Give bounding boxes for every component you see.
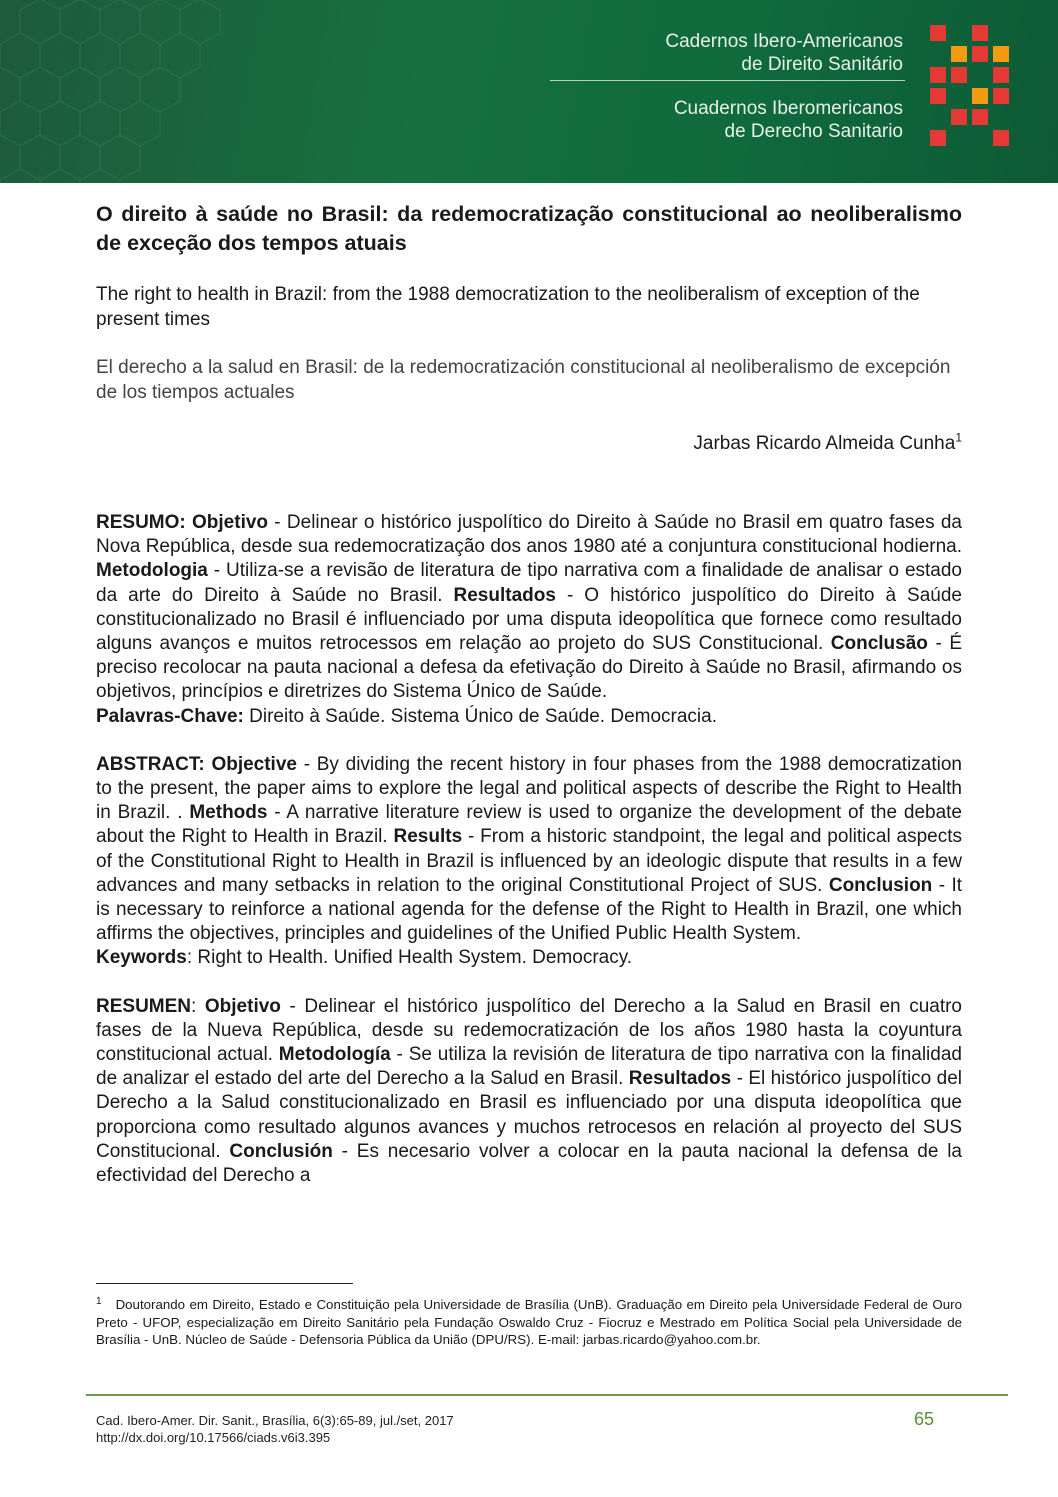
resumo-label: RESUMO: <box>96 512 186 533</box>
abstract-conclusion-label: Conclusion <box>828 874 933 896</box>
abstract-keywords-label: Keywords <box>96 947 187 969</box>
resumen-metodologia-text: - Se utiliza la revisión de literatura de tipo narrativa con la finalidad de analizar el estado del arte del Derecho a la Salud en Brasil. <box>96 1044 962 1090</box>
resumen-conclusion-text: - Es necesario volver a colocar en la pauta nacional la defensa de la efectividad del Derecho a <box>96 1140 962 1187</box>
resumen-objetivo-label: Objetivo <box>204 995 281 1017</box>
resumo-resultados-label: Resultados <box>453 584 556 606</box>
resumen-resultados-label: Resultados <box>628 1068 732 1090</box>
article-title-spanish: El derecho a la salud en Brasil: de la redemocratización constitucional al neoliberalismo de excepción de los tiempos actuales <box>96 357 951 403</box>
journal-name-spanish <box>674 97 903 143</box>
resumo-keywords <box>96 705 962 729</box>
abstract-conclusion-text: - It is necessary to reinforce a national agenda for the defense of the Right to Health in Brazil, one which affirms the objectives, principles and guidelines of the Unified Public Health System. <box>96 874 962 945</box>
footer-citation: Cad. Ibero-Amer. Dir. Sanit., Brasília, 6(3):65-89, jul./set, 2017 <box>96 1413 454 1428</box>
journal-es-line2: de Derecho Sanitario <box>724 121 903 142</box>
journal-banner <box>0 0 1058 183</box>
resumo-objetivo-label: Objetivo <box>192 512 269 533</box>
journal-name-portuguese <box>665 30 903 76</box>
journal-divider <box>550 80 905 81</box>
footnote-number: 1 <box>96 1295 102 1307</box>
journal-pt-line2: de Direito Sanitário <box>741 54 903 75</box>
author-name: Jarbas Ricardo Almeida Cunha <box>693 433 956 454</box>
resumo-objetivo-text: - Delinear o histórico juspolítico do Direito à Saúde no Brasil em quatro fases da Nova República, desde sua redemocratização dos anos 1980 até a conjuntura constitucional hodierna. <box>96 512 963 558</box>
journal-es-line1: Cuadernos Iberomericanos <box>673 98 903 119</box>
resumen-metodologia-label: Metodología <box>278 1044 391 1066</box>
resumo-keywords-label: Palavras-Chave: <box>96 705 244 727</box>
resumo-keywords-text: Direito à Saúde. Sistema Único de Saúde. Democracia. <box>243 705 718 727</box>
article-title-english: The right to health in Brazil: from the 1988 democratization to the neoliberalism of exception of the present times <box>96 284 920 330</box>
abstract-keywords <box>96 946 962 970</box>
abstract-results-label: Results <box>393 826 463 848</box>
resumen-label-separator: : <box>191 995 205 1017</box>
resumo-metodologia-text: - Utiliza-se a revisão de literatura de tipo narrativa com a finalidade de analisar o estado da arte do Direito à Saúde no Brasil. <box>96 560 962 606</box>
abstract-keywords-text: : Right to Health. Unified Health System. Democracy. <box>186 947 633 969</box>
page-number: 65 <box>914 1409 935 1429</box>
abstract-objective-text: - By dividing the recent history in four phases from the 1988 democratization to the present, the paper aims to explore the legal and political aspects of describe the Right to Health in Brazil. . <box>96 753 962 824</box>
journal-logo-icon <box>930 25 1030 150</box>
journal-pt-line1: Cadernos Ibero-Americanos <box>665 31 903 52</box>
article-title: O direito à saúde no Brasil: da redemocratização constitucional ao neoliberalismo de exceção dos tempos atuais <box>96 202 962 255</box>
resumo-conclusao-text: - É preciso recolocar na pauta nacional a defesa da efetivação do Direito à Saúde no Brasil, afirmando os objetivos, princípios e diretrizes do Sistema Único de Saúde. <box>96 633 962 703</box>
footer-doi-link[interactable]: http://dx.doi.org/10.17566/ciads.v6i3.395 <box>96 1430 331 1445</box>
resumen-objetivo-text: - Delinear el histórico juspolítico del Derecho a la Salud en Brasil en cuatro fases de la Nueva República, desde su redemocratización de los años 1980 hasta la coyuntura constitucional actual. <box>96 995 962 1066</box>
hexagon-pattern <box>0 0 560 183</box>
author-footnote <box>96 1296 962 1349</box>
footer-rule <box>86 1394 1008 1396</box>
footer-citation-block <box>96 1412 454 1446</box>
resumen-label: RESUMEN <box>96 995 192 1017</box>
article-body <box>96 200 962 1188</box>
resumen-conclusion-label: Conclusión <box>229 1140 333 1162</box>
abstract-methods-label: Methods <box>189 802 268 824</box>
resumo-resultados-text: - O histórico juspolítico do Direito à Saúde constitucionalizado no Brasil é influenciado por uma disputa ideopolítica que fornece como resultado alguns avanços e muitos retrocessos em relação ao projeto do SUS Constitucional. <box>96 584 962 655</box>
author-footnote-marker: 1 <box>955 430 962 445</box>
abstract-paragraph <box>96 753 962 947</box>
resumen-paragraph <box>96 995 962 1189</box>
resumo-paragraph <box>96 511 962 705</box>
footnote-text: Doutorando em Direito, Estado e Constituição pela Universidade de Brasília (UnB). Graduação em Direito pela Universidade Federal de Ouro Preto - UFOP, especialização em Direito Sanitário pela Fundação Oswaldo Cruz - Fiocruz e Mestrado em Política Social pela Universidade de Brasília - UnB. Núcleo de Saúde - Defensoria Pública da União (DPU/RS). E-mail: jarbas.ricardo@yahoo.com.br. <box>96 1297 962 1347</box>
abstract-results-text: - From a historic standpoint, the legal and political aspects of the Constitutional Right to Health in Brazil is influenced by an ideologic dispute that results in a few advances and many setbacks in relation to the original Constitutional Project of SUS. <box>96 826 962 896</box>
abstract-methods-text: - A narrative literature review is used to organize the development of the debate about the Right to Health in Brazil. <box>96 802 962 848</box>
resumo-conclusao-label: Conclusão <box>830 633 928 655</box>
abstract-objective-label: Objective <box>211 753 297 775</box>
resumen-resultados-text: - El histórico juspolítico del Derecho a la Salud constitucionalizado en Brasil es influenciado por una disputa ideopolítica que proporciona como resultado algunos avances y muchos retrocesos en relación al proyecto del SUS Constitucional. <box>96 1068 962 1162</box>
resumo-metodologia-label: Metodologia <box>96 560 208 582</box>
abstract-label: ABSTRACT: <box>96 753 205 775</box>
footnote-separator <box>96 1283 353 1284</box>
author-line <box>96 431 962 456</box>
